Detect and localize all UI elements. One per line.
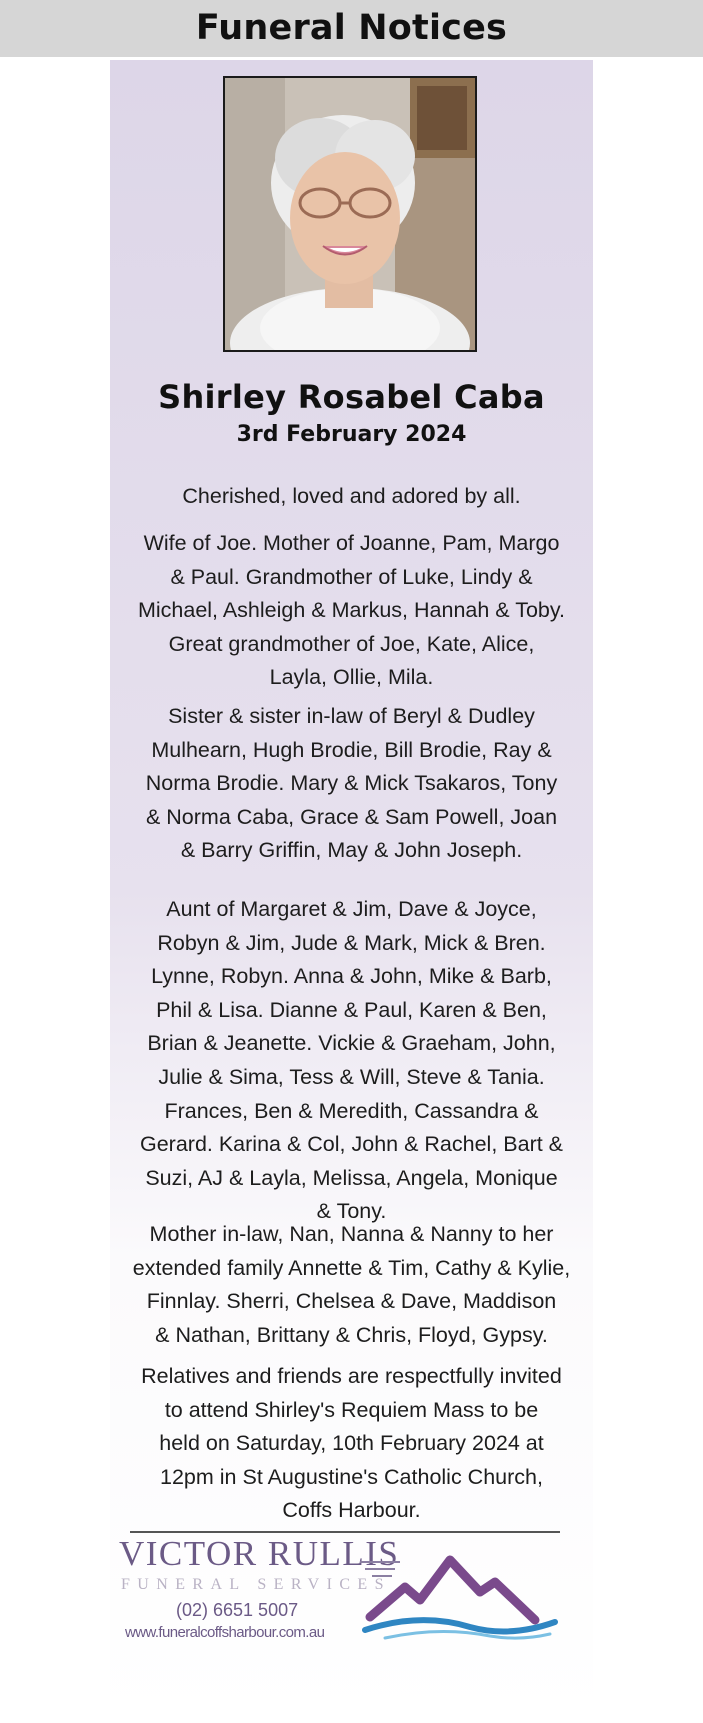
- family-line: Michael, Ashleigh & Markus, Hannah & Toby.: [137, 598, 566, 623]
- deceased-name: Shirley Rosabel Caba: [158, 378, 545, 416]
- aunt-line: Lynne, Robyn. Anna & John, Mike & Barb,: [151, 964, 552, 989]
- service-line: 12pm in St Augustine's Catholic Church,: [160, 1464, 543, 1489]
- aunt-line: Brian & Jeanette. Vickie & Graeham, John,: [147, 1031, 556, 1056]
- portrait-photo-drawing: [225, 78, 475, 350]
- service-line: Coffs Harbour.: [282, 1498, 421, 1523]
- aunt-paragraph: [110, 893, 593, 1229]
- funeral-notice: [110, 60, 593, 1723]
- funeral-home-subtitle: FUNERAL SERVICES: [121, 1576, 391, 1593]
- tagline: Cherished, loved and adored by all.: [182, 484, 521, 508]
- family-line: & Paul. Grandmother of Luke, Lindy &: [170, 564, 533, 589]
- aunt-line: & Tony.: [316, 1199, 387, 1224]
- family-paragraph: [110, 527, 593, 695]
- extended-line: Finnlay. Sherri, Chelsea & Dave, Maddison: [146, 1289, 557, 1314]
- extended-line: extended family Annette & Tim, Cathy & Kylie,: [132, 1255, 571, 1280]
- family-line: Wife of Joe. Mother of Joanne, Pam, Margo: [143, 531, 560, 555]
- page-header: [0, 0, 703, 57]
- funeral-home-name: VICTOR RULLIS: [119, 1534, 400, 1573]
- aunt-line: Julie & Sima, Tess & Will, Steve & Tania.: [158, 1064, 545, 1089]
- aunt-line: Phil & Lisa. Dianne & Paul, Karen & Ben,: [156, 997, 547, 1022]
- aunt-line: Aunt of Margaret & Jim, Dave & Joyce,: [166, 897, 537, 921]
- aunt-line: Frances, Ben & Meredith, Cassandra &: [164, 1098, 539, 1123]
- mountain-wave-logo-icon: [360, 1542, 560, 1642]
- family-line: Layla, Ollie, Mila.: [269, 665, 434, 690]
- siblings-line: Norma Brodie. Mary & Mick Tsakaros, Tony: [145, 771, 558, 796]
- service-line: to attend Shirley's Requiem Mass to be: [164, 1397, 539, 1422]
- page-title: Funeral Notices: [195, 8, 508, 48]
- siblings-line: & Norma Caba, Grace & Sam Powell, Joan: [145, 804, 558, 829]
- extended-line: & Nathan, Brittany & Chris, Floyd, Gypsy.: [155, 1322, 548, 1347]
- service-line: Relatives and friends are respectfully invited: [141, 1364, 562, 1388]
- siblings-line: Sister & sister in-law of Beryl & Dudley: [168, 704, 535, 728]
- logo-divider: [130, 1531, 560, 1533]
- aunt-line: Suzi, AJ & Layla, Melissa, Angela, Monique: [145, 1165, 558, 1190]
- aunt-line: Gerard. Karina & Col, John & Rachel, Bart &: [139, 1132, 564, 1157]
- siblings-paragraph: [110, 700, 593, 868]
- service-line: held on Saturday, 10th February 2024 at: [159, 1431, 544, 1456]
- service-paragraph: [110, 1360, 593, 1528]
- death-date: 3rd February 2024: [236, 422, 467, 447]
- extended-line: Mother in-law, Nan, Nanna & Nanny to her: [149, 1222, 554, 1246]
- siblings-line: Mulhearn, Hugh Brodie, Bill Brodie, Ray &: [151, 737, 552, 762]
- funeral-home-phone: (02) 6651 5007: [176, 1600, 299, 1620]
- aunt-line: Robyn & Jim, Jude & Mark, Mick & Bren.: [157, 930, 546, 955]
- funeral-home-website: www.funeralcoffsharbour.com.au: [125, 1624, 325, 1641]
- family-line: Great grandmother of Joe, Kate, Alice,: [168, 631, 535, 656]
- siblings-line: & Barry Griffin, May & John Joseph.: [180, 838, 523, 863]
- portrait-photo-icon: [223, 76, 477, 352]
- extended-family-paragraph: [110, 1218, 593, 1352]
